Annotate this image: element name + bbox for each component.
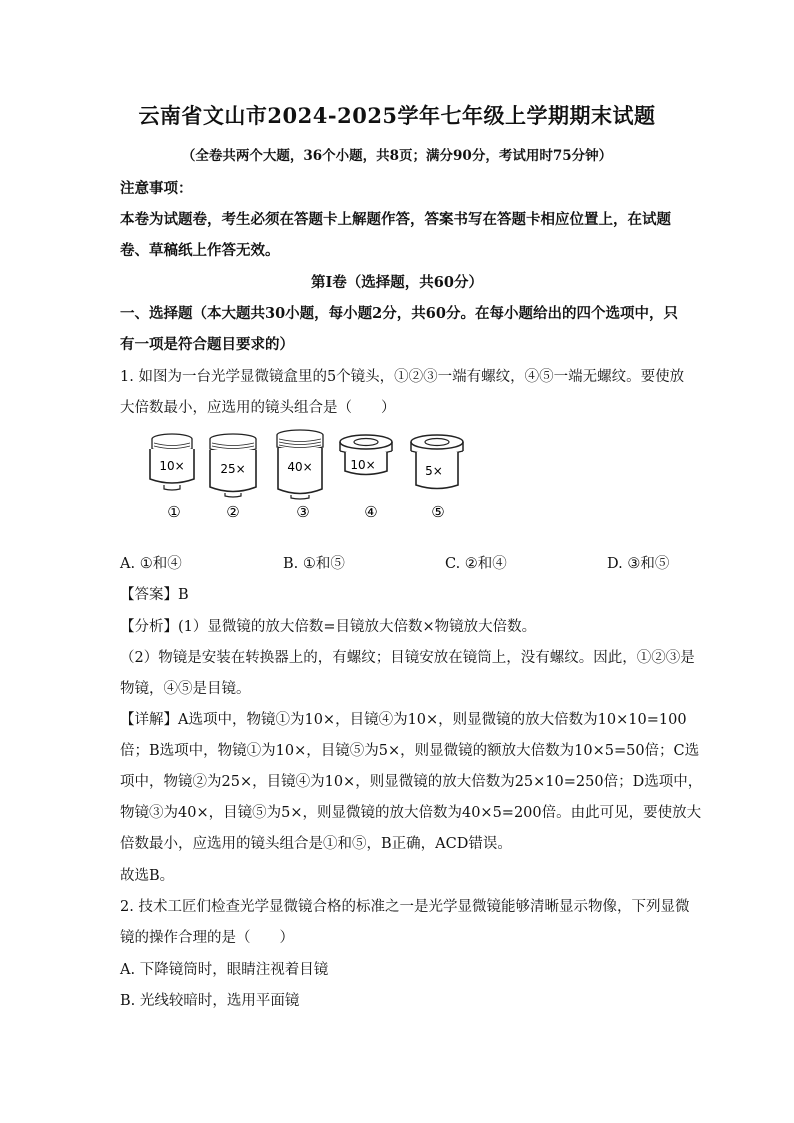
lens-1-label: 10× — [159, 459, 185, 473]
q1-answer: 【答案】B — [120, 587, 189, 603]
q1-analysis-line: 物镜，④⑤是目镜。 — [120, 681, 251, 697]
lens-5-number: ⑤ — [431, 503, 445, 521]
q1-detail-line: 物镜③为40×，目镜⑤为5×，则显微镜的放大倍数为40×5=200倍。由此可见，要使放大 — [120, 805, 702, 821]
lens-2-label: 25× — [220, 462, 246, 476]
page-title: 云南省文山市2024-2025学年七年级上学期期末试题 — [138, 103, 656, 128]
lens-figure — [140, 425, 480, 525]
q1-option-d[interactable]: D. ③和⑤ — [607, 556, 670, 572]
question-2-stem: 镜的操作合理的是（ ） — [120, 930, 294, 946]
q1-analysis-line: （2）物镜是安装在转换器上的，有螺纹；目镜安放在镜筒上，没有螺纹。因此，①②③是 — [120, 650, 695, 666]
part-title: 第Ⅰ卷（选择题，共60分） — [311, 274, 483, 291]
q1-detail-line: 倍；B选项中，物镜①为10×，目镜⑤为5×，则显微镜的额放大倍数为10×5=50倍；C选 — [120, 743, 700, 759]
q1-option-b[interactable]: B. ①和⑤ — [283, 556, 345, 572]
q1-analysis-line: 【分析】(1）显微镜的放大倍数=目镜放大倍数×物镜放大倍数。 — [120, 619, 537, 635]
notice-line: 卷、草稿纸上作答无效。 — [120, 242, 280, 259]
notice-heading: 注意事项： — [120, 180, 193, 197]
question-1-stem: 大倍数最小，应选用的镜头组合是（ ） — [120, 400, 396, 416]
lens-4-label: 10× — [350, 458, 376, 472]
q1-detail-line: 倍数最小，应选用的镜头组合是①和⑤，B正确，ACD错误。 — [120, 836, 512, 852]
lens-3 — [277, 430, 323, 499]
q1-option-a[interactable]: A. ①和④ — [120, 556, 182, 572]
lens-5-label: 5× — [425, 464, 443, 478]
section-heading-line: 一、选择题（本大题共30小题，每小题2分，共60分。在每小题给出的四个选项中，只 — [120, 305, 678, 322]
question-1-stem: 1. 如图为一台光学显微镜盒里的5个镜头，①②③一端有螺纹，④⑤一端无螺纹。要使放 — [120, 369, 685, 385]
lens-3-label: 40× — [287, 460, 313, 474]
question-2-stem: 2. 技术工匠们检查光学显微镜合格的标准之一是光学显微镜能够清晰显示物像，下列显微 — [120, 899, 690, 915]
q1-detail-line: 项中，物镜②为25×，目镜④为10×，则显微镜的放大倍数为25×10=250倍；D选项中， — [120, 774, 703, 790]
lens-3-number: ③ — [296, 503, 310, 521]
lens-5 — [411, 435, 463, 489]
q1-option-c[interactable]: C. ②和④ — [445, 556, 507, 572]
lens-1 — [150, 434, 194, 490]
q1-detail-line: 【详解】A选项中，物镜①为10×，目镜④为10×，则显微镜的放大倍数为10×10=100 — [120, 712, 687, 728]
lens-1-number: ① — [167, 503, 181, 521]
lens-2 — [210, 434, 256, 497]
section-heading-line: 有一项是符合题目要求的） — [120, 336, 294, 353]
q2-option-b[interactable]: B. 光线较暗时，选用平面镜 — [120, 993, 300, 1009]
notice-line: 本卷为试题卷，考生必须在答题卡上解题作答，答案书写在答题卡相应位置上，在试题 — [120, 211, 671, 228]
lens-4-number: ④ — [364, 503, 378, 521]
exam-subtitle: （全卷共两个大题，36个小题，共8页；满分90分，考试用时75分钟） — [181, 148, 613, 164]
q1-conclusion: 故选B。 — [120, 868, 175, 884]
q2-option-a[interactable]: A. 下降镜筒时，眼睛注视着目镜 — [120, 962, 329, 978]
lens-2-number: ② — [226, 503, 240, 521]
lens-4 — [340, 435, 392, 475]
